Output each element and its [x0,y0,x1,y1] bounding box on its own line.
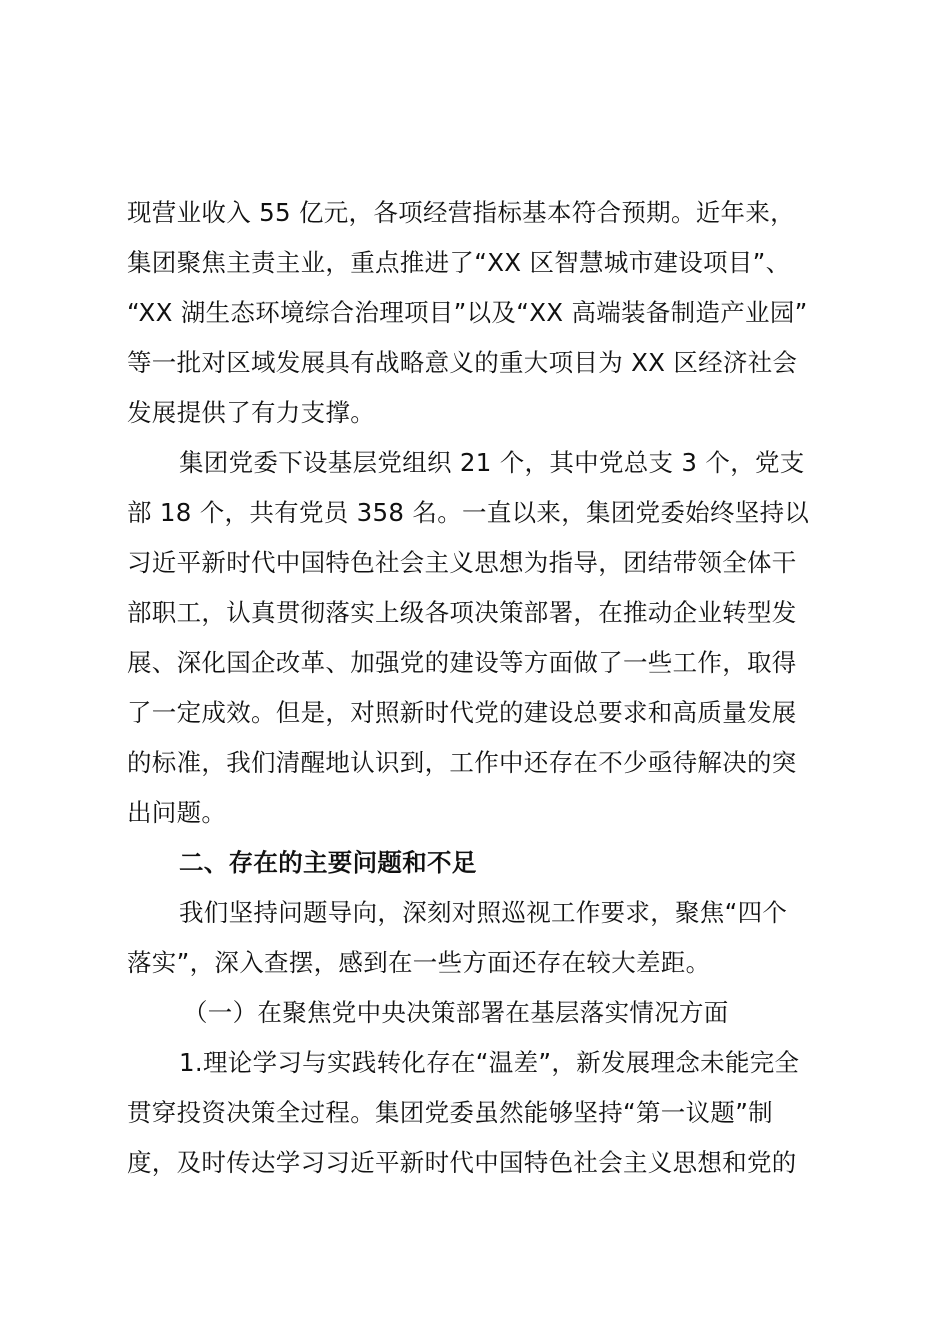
text-line: 了一定成效。但是，对照新时代党的建设总要求和高质量发展 [127,698,797,727]
text-line: 现营业收入 55 亿元，各项经营指标基本符合预期。近年来， [127,198,795,227]
text-line: “XX 湖生态环境综合治理项目”以及“XX 高端装备制造产业园” [127,298,808,327]
subheading-text: （一）在聚焦党中央决策部署在基层落实情况方面 [183,998,729,1027]
subsection-heading [127,988,827,1038]
text-line: 的标准，我们清醒地认识到，工作中还存在不少亟待解决的突 [127,748,797,777]
text-line: 习近平新时代中国特色社会主义思想为指导，团结带领全体干 [127,548,797,577]
text-line: 我们坚持问题导向，深刻对照巡视工作要求，聚焦“四个 [179,898,788,927]
text-line: 集团党委下设基层党组织 21 个，其中党总支 3 个，党支 [179,448,805,477]
text-line: 出问题。 [127,798,227,827]
text-line: 度，及时传达学习习近平新时代中国特色社会主义思想和党的 [127,1148,797,1177]
text-line: 贯穿投资决策全过程。集团党委虽然能够坚持“第一议题”制 [127,1098,773,1127]
document-page [127,188,827,1188]
paragraph-problem-orientation [127,888,827,988]
paragraph-party-organization [127,438,827,838]
text-line: 落实”，深入查摆，感到在一些方面还存在较大差距。 [127,948,711,977]
text-line: 发展提供了有力支撑。 [127,398,375,427]
text-line: 展、深化国企改革、加强党的建设等方面做了一些工作，取得 [127,648,797,677]
heading-text: 二、存在的主要问题和不足 [179,848,477,877]
paragraph-item-1 [127,1038,827,1188]
text-line: 集团聚焦主责主业，重点推进了“XX 区智慧城市建设项目”、 [127,248,791,277]
text-line: 部职工，认真贯彻落实上级各项决策部署，在推动企业转型发 [127,598,797,627]
text-line: 1.理论学习与实践转化存在“温差”，新发展理念未能完全 [179,1048,800,1077]
section-heading [127,838,827,888]
text-line: 等一批对区域发展具有战略意义的重大项目为 XX 区经济社会 [127,348,798,377]
text-line: 部 18 个，共有党员 358 名。一直以来，集团党委始终坚持以 [127,498,810,527]
paragraph-intro-continuation [127,188,827,438]
